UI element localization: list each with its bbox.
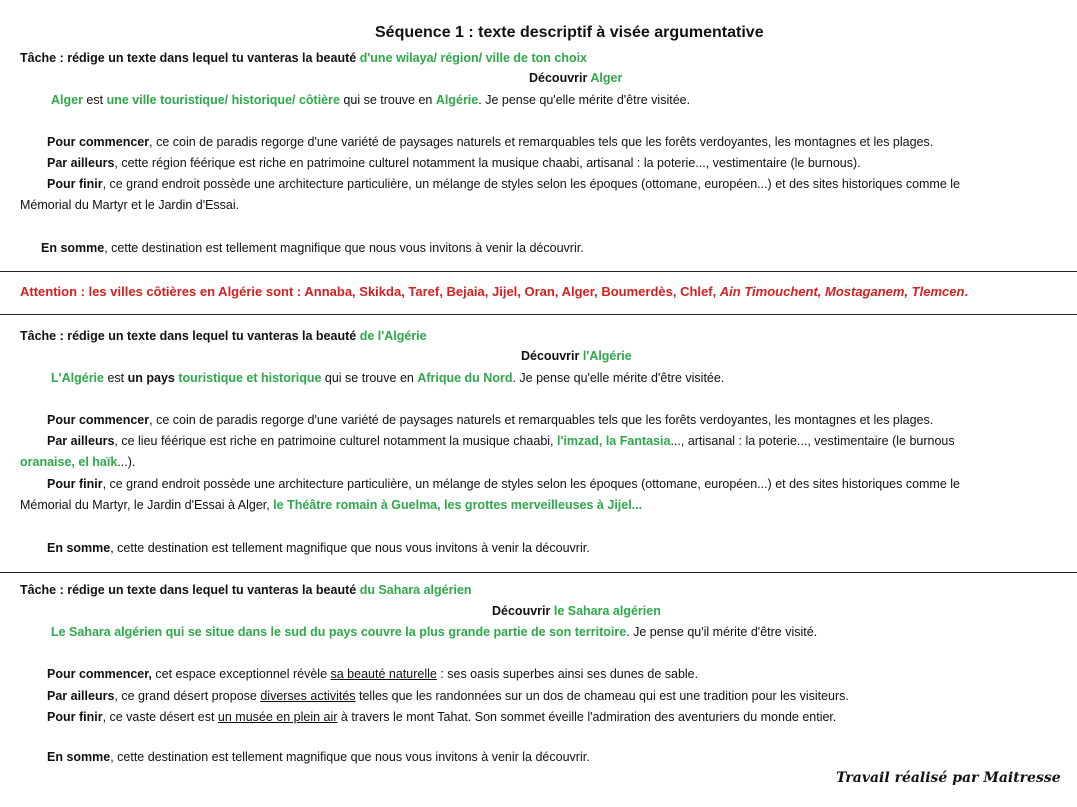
s3-p2-text1: , ce grand désert propose: [114, 689, 261, 703]
s1-paragraph-4: [41, 240, 584, 256]
s3-p2-underlined: diverses activités: [260, 689, 356, 703]
s2-p3-cont-text: Mémorial du Martyr, le Jardin d'Essai à Alger,: [20, 498, 274, 512]
s1-p2-lead: Par ailleurs: [47, 156, 115, 170]
s3-p3-text1: , ce vaste désert est: [102, 710, 218, 724]
intro-3: [51, 624, 817, 640]
heading-2-prefix: Découvrir: [521, 349, 583, 363]
s3-paragraph-2: [47, 688, 849, 704]
s3-paragraph-4: [47, 749, 590, 765]
s1-paragraph-3: [47, 176, 960, 192]
s3-p1-text2: : ses oasis superbes ainsi ses dunes de sable.: [436, 667, 699, 681]
s1-p2-text: , cette région féérique est riche en patrimoine culturel notamment la musique chaabi, artisanal : la poterie..., vestimentaire (le burnous).: [114, 156, 861, 170]
task-1-prefix: Tâche : rédige un texte dans lequel tu vanteras la beauté: [20, 51, 360, 65]
s2-paragraph-3-cont: [20, 497, 642, 513]
s1-p1-lead: Pour commencer: [47, 135, 150, 149]
s2-p3-lead: Pour finir: [47, 477, 103, 491]
s3-p1-underlined: sa beauté naturelle: [330, 667, 437, 681]
divider-3: [0, 572, 1077, 573]
s1-paragraph-2: [47, 155, 861, 171]
attention-text: Attention : les villes côtières en Algérie sont : Annaba, Skikda, Taref, Bejaia, Jijel, Oran, Alger, Boumerdès, Chlef,: [20, 284, 720, 299]
intro-1-d: qui se trouve en: [339, 93, 436, 107]
intro-3-green: Le Sahara algérien qui se situe dans le sud du pays couvre la plus grande partie de son territoire: [51, 625, 627, 639]
intro-1-a: Alger: [51, 93, 83, 107]
s2-paragraph-3: [47, 476, 960, 492]
intro-2-b: est: [104, 371, 128, 385]
intro-1-e: Algérie: [435, 93, 479, 107]
s1-p4-text: , cette destination est tellement magnifique que nous vous invitons à venir la découvrir.: [104, 241, 584, 255]
heading-2: [521, 348, 632, 364]
s3-p1-lead: Pour commencer,: [47, 667, 152, 681]
s2-p4-lead: En somme: [47, 541, 111, 555]
s2-paragraph-1: [47, 412, 933, 428]
intro-2-g: Afrique du Nord: [417, 371, 513, 385]
s2-paragraph-2: [47, 433, 955, 449]
intro-1-f: . Je pense qu'elle mérite d'être visitée.: [478, 93, 691, 107]
signature: Travail réalisé par Maitresse: [836, 770, 1061, 786]
heading-3: [492, 603, 661, 619]
s2-paragraph-2-cont: [20, 454, 135, 470]
heading-3-prefix: Découvrir: [492, 604, 554, 618]
heading-1-subject: Alger: [590, 71, 623, 85]
s2-paragraph-4: [47, 540, 590, 556]
task-3-subject: du Sahara algérien: [359, 583, 472, 597]
s2-p1-lead: Pour commencer: [47, 413, 150, 427]
divider-2: [0, 314, 1077, 315]
s2-p2-cont-text: ...).: [117, 455, 136, 469]
intro-2-a: L'Algérie: [51, 371, 104, 385]
intro-2: [51, 370, 724, 386]
heading-2-subject: l'Algérie: [582, 349, 632, 363]
task-2-subject: de l'Algérie: [359, 329, 427, 343]
heading-1-prefix: Découvrir: [529, 71, 591, 85]
s3-p3-text2: à travers le mont Tahat. Son sommet éveille l'admiration des aventuriers du monde entier.: [337, 710, 837, 724]
s3-p2-lead: Par ailleurs: [47, 689, 115, 703]
s1-p4-lead: En somme: [41, 241, 105, 255]
s2-p4-text: , cette destination est tellement magnifique que nous vous invitons à venir la découvrir.: [110, 541, 590, 555]
s3-p4-text: , cette destination est tellement magnifique que nous vous invitons à venir la découvrir.: [110, 750, 590, 764]
s2-p2-text2: ..., artisanal : la poterie..., vestimentaire (le burnous: [670, 434, 955, 448]
task-2: [20, 328, 427, 344]
attention-italic: Ain Timouchent, Mostaganem, Tlemcen: [719, 284, 965, 299]
s3-paragraph-3: [47, 709, 836, 725]
s2-p3-cont-green: le Théâtre romain à Guelma, les grottes merveilleuses à Jijel...: [273, 498, 643, 512]
s3-p3-lead: Pour finir: [47, 710, 103, 724]
s3-p3-underlined: un musée en plein air: [217, 710, 338, 724]
s2-p2-cont-green: oranaise, el haïk: [20, 455, 118, 469]
intro-2-e: touristique et historique: [178, 371, 322, 385]
task-1: [20, 50, 587, 66]
heading-1: [529, 70, 622, 86]
s3-p1-text1: cet espace exceptionnel révèle: [151, 667, 331, 681]
attention-end: .: [964, 284, 969, 299]
task-1-subject: d'une wilaya/ région/ ville de ton choix: [359, 51, 588, 65]
s1-p3-lead: Pour finir: [47, 177, 103, 191]
s1-p3-text: , ce grand endroit possède une architecture particulière, un mélange de styles selon les époques (ottomane, européen...) et des sites historiques comme le: [102, 177, 960, 191]
intro-2-f: qui se trouve en: [321, 371, 418, 385]
intro-2-c: un pays: [127, 371, 175, 385]
s2-p2-lead: Par ailleurs: [47, 434, 115, 448]
task-3-prefix: Tâche : rédige un texte dans lequel tu vanteras la beauté: [20, 583, 360, 597]
divider-1: [0, 271, 1077, 272]
s3-paragraph-1: [47, 666, 698, 682]
s2-p2-text: , ce lieu féérique est riche en patrimoine culturel notamment la musique chaabi,: [114, 434, 558, 448]
document-title: Séquence 1 : texte descriptif à visée argumentative: [375, 24, 764, 41]
s1-paragraph-3-cont: Mémorial du Martyr et le Jardin d'Essai.: [20, 198, 240, 212]
s2-p2-green: l'imzad, la Fantasia: [557, 434, 671, 448]
task-3: [20, 582, 472, 598]
attention-note: [20, 284, 968, 300]
heading-3-subject: le Sahara algérien: [553, 604, 661, 618]
intro-1-c: une ville touristique/ historique/ côtière: [106, 93, 340, 107]
s3-p2-text2: telles que les randonnées sur un dos de chameau qui est une tradition pour les visiteurs.: [355, 689, 849, 703]
intro-3-text: . Je pense qu'il mérite d'être visité.: [626, 625, 818, 639]
intro-1: [51, 92, 690, 108]
s2-p1-text: , ce coin de paradis regorge d'une variété de paysages naturels et remarquables tels que les forêts verdoyantes, les montagnes et les plages.: [149, 413, 934, 427]
s3-p4-lead: En somme: [47, 750, 111, 764]
s1-paragraph-1: [47, 134, 933, 150]
s1-p1-text: , ce coin de paradis regorge d'une variété de paysages naturels et remarquables tels que les forêts verdoyantes, les montagnes et les plages.: [149, 135, 934, 149]
intro-2-h: . Je pense qu'elle mérite d'être visitée.: [512, 371, 725, 385]
intro-1-b: est: [82, 93, 107, 107]
s2-p3-text: , ce grand endroit possède une architecture particulière, un mélange de styles selon les époques (ottomane, européen...) et des sites historiques comme le: [102, 477, 960, 491]
task-2-prefix: Tâche : rédige un texte dans lequel tu vanteras la beauté: [20, 329, 360, 343]
